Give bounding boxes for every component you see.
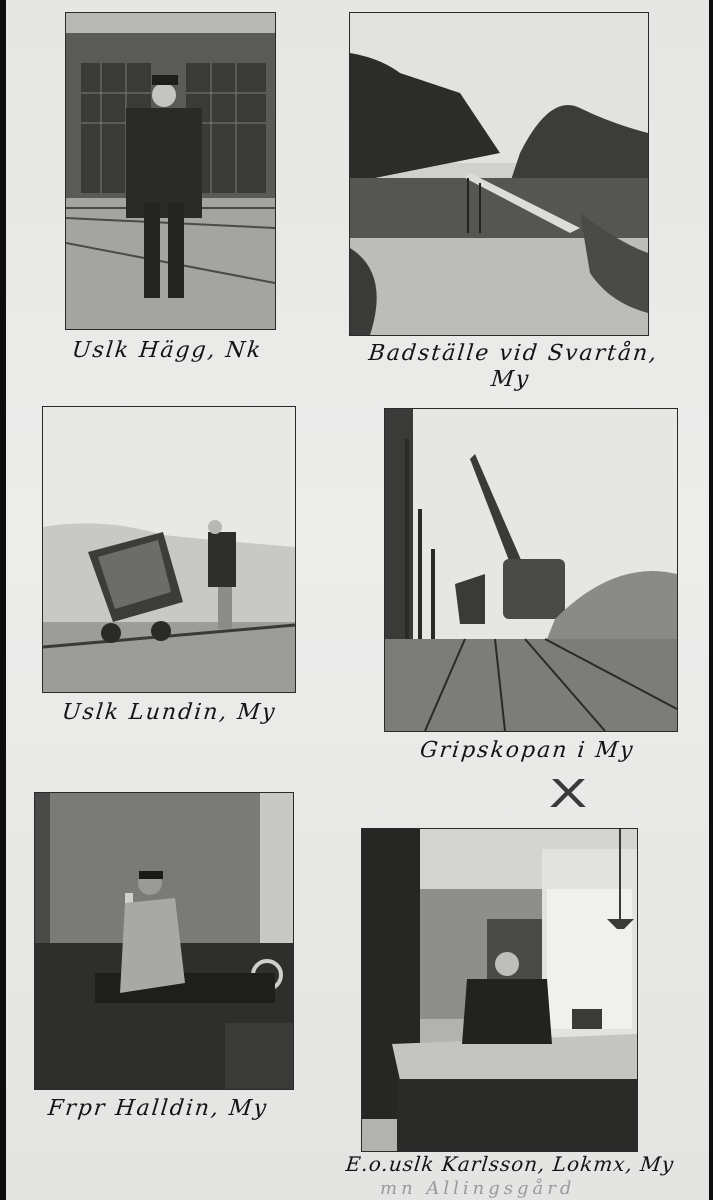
right-film-edge (709, 0, 713, 1200)
footer-note: mn Allingsgård (380, 1178, 576, 1199)
photo-hagg (65, 12, 276, 330)
x-mark: X (548, 772, 588, 816)
photo-halldin (34, 792, 294, 1090)
caption-badstalle-line2: My (489, 367, 532, 392)
caption-hagg: Uslk Hägg, Nk (70, 338, 264, 363)
caption-halldin: Frpr Halldin, My (46, 1096, 270, 1121)
photo-gripskopan (384, 408, 678, 732)
photo-badstalle (349, 12, 649, 336)
caption-badstalle-line1: Badställe vid Svartån, (367, 341, 660, 366)
photo-karlsson (361, 828, 638, 1152)
caption-lundin: Uslk Lundin, My (60, 700, 278, 725)
caption-gripskopan: Gripskopan i My (418, 738, 636, 763)
photo-lundin (42, 406, 296, 693)
caption-badstalle (349, 341, 674, 393)
caption-karlsson: E.o.uslk Karlsson, Lokmx, My (344, 1152, 676, 1176)
